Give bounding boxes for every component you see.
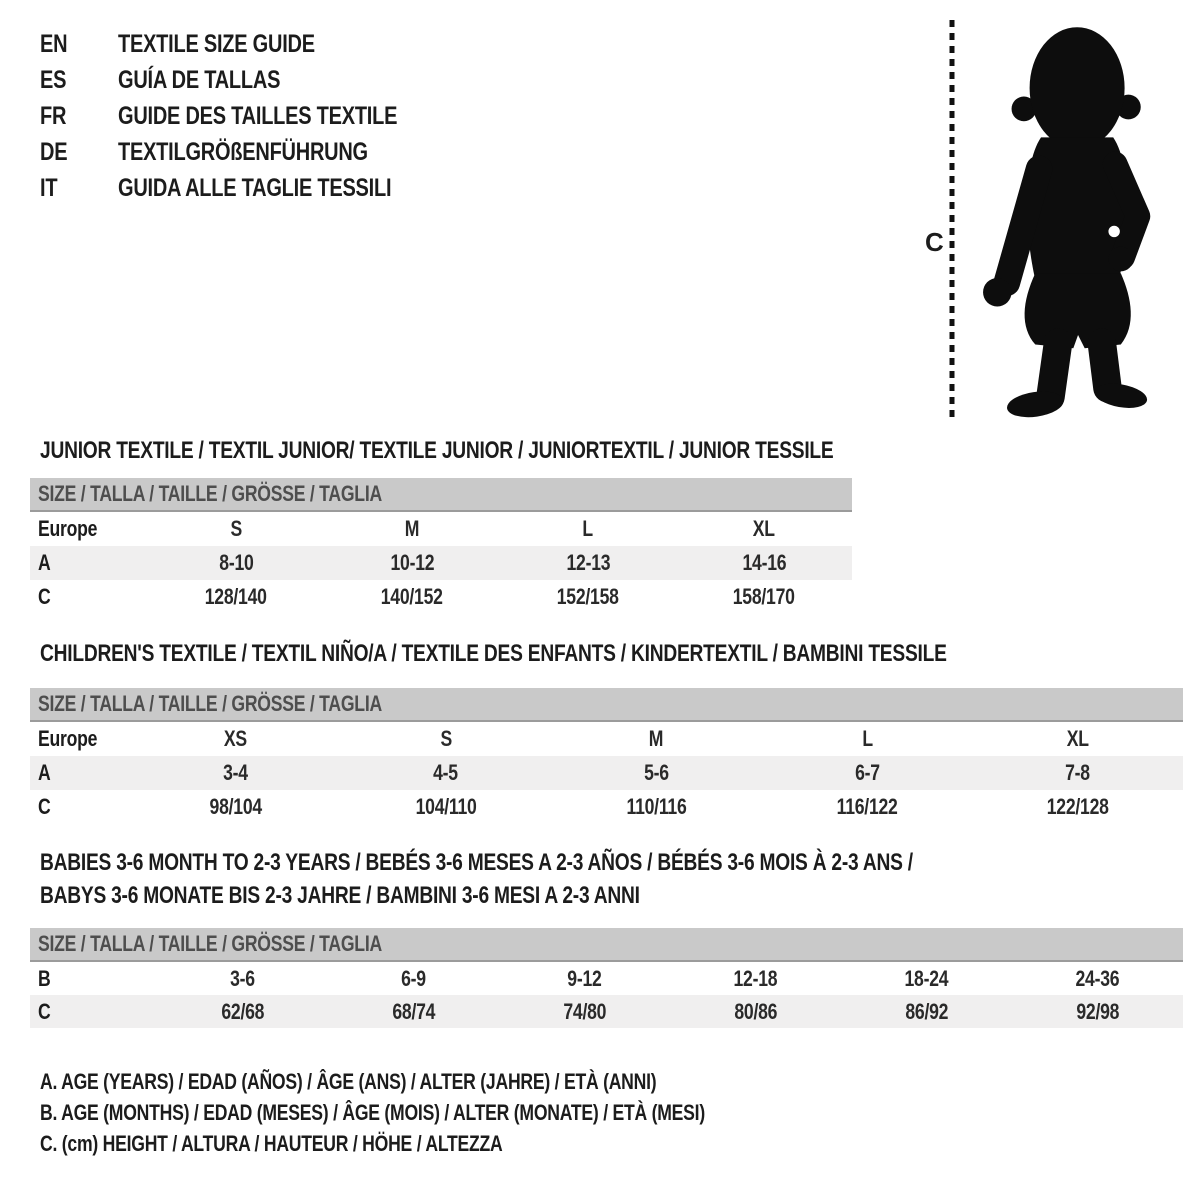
toddler-silhouette <box>895 4 1165 428</box>
size-column: XL <box>752 516 775 541</box>
footnote-age-years: A. AGE (YEARS) / EDAD (AÑOS) / ÂGE (ANS) / ALTER (JAHRE) / ETÀ (ANNI) <box>40 1069 657 1094</box>
months-value: 3-6 <box>230 965 255 991</box>
language-row-de <box>40 134 467 170</box>
children-size-header-bar: SIZE / TALLA / TAILLE / GRÖSSE / TAGLIA <box>30 688 1183 722</box>
height-value: 74/80 <box>563 998 606 1024</box>
junior-size-header-bar: SIZE / TALLA / TAILLE / GRÖSSE / TAGLIA <box>30 478 852 512</box>
age-value: 8-10 <box>218 550 254 575</box>
months-value: 24-36 <box>1075 965 1120 991</box>
footnotes <box>40 1066 871 1159</box>
age-value: 4-5 <box>433 760 459 785</box>
months-value: 9-12 <box>567 965 602 991</box>
size-column: M <box>404 516 420 541</box>
size-column: S <box>440 726 452 751</box>
height-value: 92/98 <box>1076 998 1119 1024</box>
age-value: 3-4 <box>222 760 248 785</box>
guide-title-es: GUÍA DE TALLAS <box>118 65 281 94</box>
age-value: 7-8 <box>1065 760 1091 785</box>
junior-size-table <box>30 512 852 614</box>
toddler-figure <box>983 27 1149 420</box>
region-label: Europe <box>38 726 98 751</box>
babies-height-row <box>30 995 1183 1028</box>
row-label: C <box>38 794 51 819</box>
age-value: 6-7 <box>854 760 880 785</box>
children-size-table <box>30 722 1183 824</box>
age-value: 10-12 <box>390 550 434 575</box>
language-row-en <box>40 26 467 62</box>
guide-title-it: GUIDA ALLE TAGLIE TESSILI <box>118 173 392 202</box>
height-value: 140/152 <box>381 584 443 609</box>
language-code: EN <box>40 29 68 58</box>
row-label: C <box>38 584 51 609</box>
language-code: FR <box>40 101 67 130</box>
height-value: 62/68 <box>221 998 264 1024</box>
height-value: 98/104 <box>209 794 262 819</box>
row-label: B <box>38 965 51 991</box>
babies-months-row <box>30 962 1183 995</box>
row-label: A <box>38 550 51 575</box>
height-value: 128/140 <box>205 584 267 609</box>
language-code: IT <box>40 173 58 202</box>
babies-size-table <box>30 962 1183 1028</box>
guide-title-fr: GUIDE DES TAILLES TEXTILE <box>118 101 398 130</box>
row-label: A <box>38 760 51 785</box>
row-label: C <box>38 998 51 1024</box>
height-label: C <box>925 227 944 257</box>
age-value: 12-13 <box>566 550 610 575</box>
months-value: 18-24 <box>904 965 949 991</box>
size-column: M <box>649 726 664 751</box>
age-value: 5-6 <box>644 760 669 785</box>
height-value: 116/122 <box>836 794 898 819</box>
children-section-title: CHILDREN'S TEXTILE / TEXTIL NIÑO/A / TEXTILE DES ENFANTS / KINDERTEXTIL / BAMBINI TESSILE <box>40 640 947 667</box>
height-value: 158/170 <box>733 584 795 609</box>
height-value: 80/86 <box>734 998 777 1024</box>
language-code: DE <box>40 137 68 166</box>
height-value: 104/110 <box>415 794 477 819</box>
junior-columns-row <box>30 512 852 546</box>
guide-title-en: TEXTILE SIZE GUIDE <box>118 29 315 58</box>
babies-title-line2: BABYS 3-6 MONATE BIS 2-3 JAHRE / BAMBINI 3-6 MESI A 2-3 ANNI <box>40 882 640 909</box>
babies-size-header-bar: SIZE / TALLA / TAILLE / GRÖSSE / TAGLIA <box>30 928 1183 962</box>
junior-height-row <box>30 580 852 614</box>
footnote-height-cm: C. (cm) HEIGHT / ALTURA / HAUTEUR / HÖHE / ALTEZZA <box>40 1131 503 1156</box>
children-age-row <box>30 756 1183 790</box>
language-legend <box>40 26 467 206</box>
size-column: L <box>582 516 594 541</box>
size-column: XL <box>1066 726 1089 751</box>
children-columns-row <box>30 722 1183 756</box>
height-value: 68/74 <box>392 998 435 1024</box>
footnote-age-months: B. AGE (MONTHS) / EDAD (MESES) / ÂGE (MOIS) / ALTER (MONATE) / ETÀ (MESI) <box>40 1100 705 1125</box>
height-value: 152/158 <box>557 584 619 609</box>
region-label: Europe <box>38 516 98 541</box>
junior-age-row <box>30 546 852 580</box>
height-value: 110/116 <box>626 794 687 819</box>
size-column: XS <box>223 726 247 751</box>
guide-title-de: TEXTILGRÖßENFÜHRUNG <box>118 137 368 166</box>
junior-section-title: JUNIOR TEXTILE / TEXTIL JUNIOR/ TEXTILE JUNIOR / JUNIORTEXTIL / JUNIOR TESSILE <box>40 437 834 464</box>
height-value: 122/128 <box>1046 794 1109 819</box>
size-column: L <box>861 726 873 751</box>
language-row-es <box>40 62 467 98</box>
language-row-it <box>40 170 467 206</box>
months-value: 6-9 <box>401 965 426 991</box>
children-height-row <box>30 790 1183 824</box>
language-row-fr <box>40 98 467 134</box>
language-code: ES <box>40 65 67 94</box>
babies-section-title <box>40 846 1131 912</box>
height-value: 86/92 <box>905 998 948 1024</box>
size-column: S <box>230 516 242 541</box>
age-value: 14-16 <box>742 550 786 575</box>
months-value: 12-18 <box>733 965 778 991</box>
babies-title-line1: BABIES 3-6 MONTH TO 2-3 YEARS / BEBÉS 3-6 MESES A 2-3 AÑOS / BÉBÉS 3-6 MOIS À 2-3 ANS / <box>40 849 913 876</box>
